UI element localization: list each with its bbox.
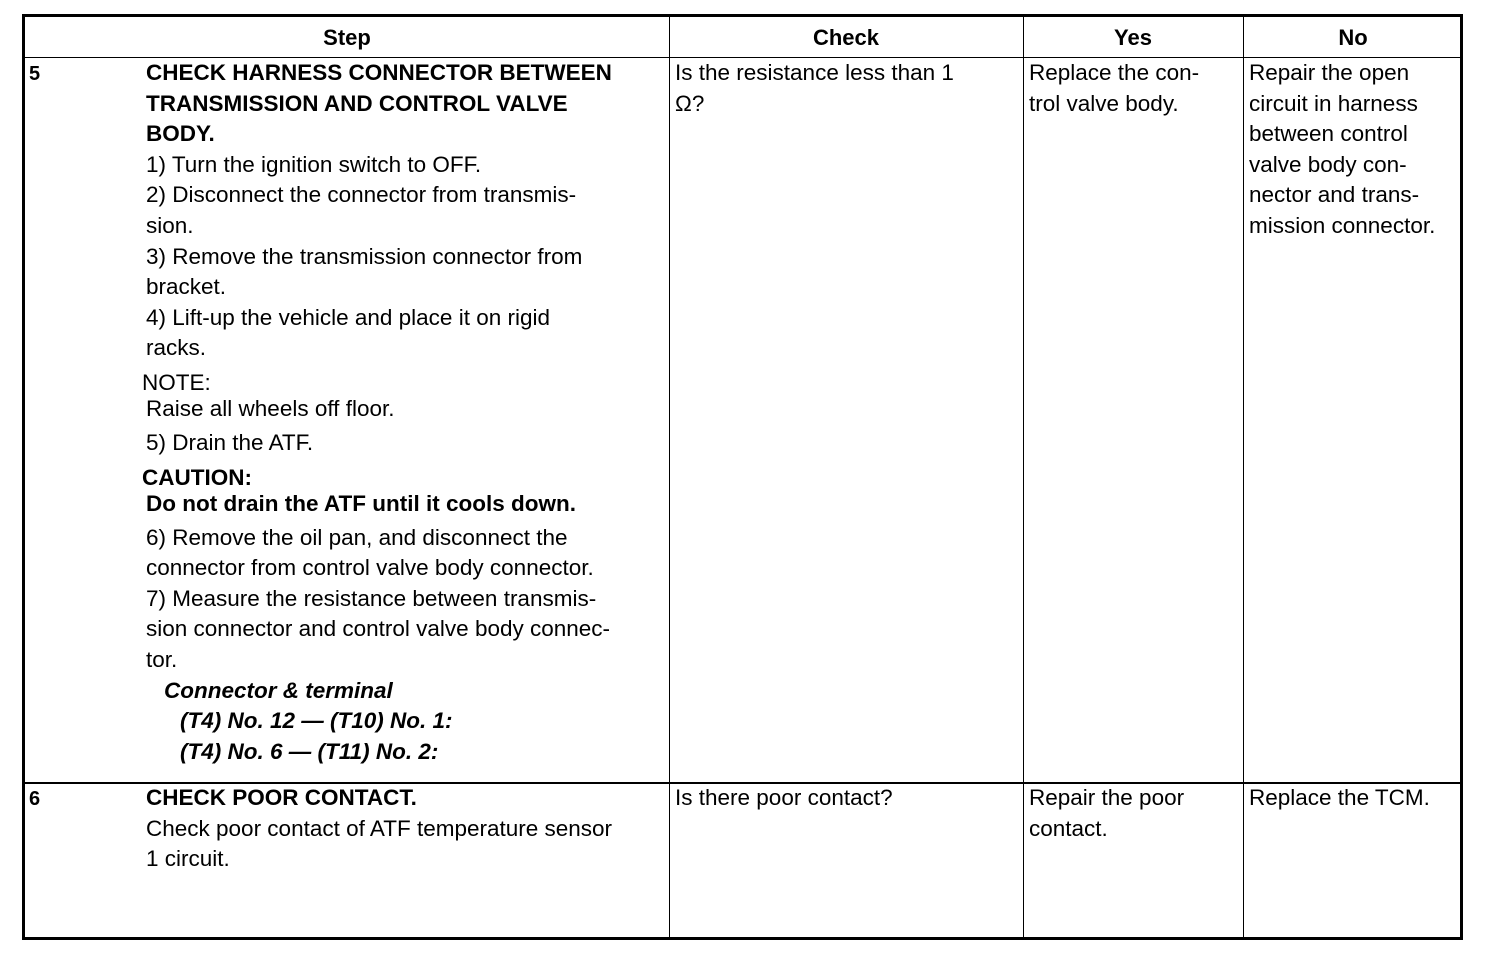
no-line: nector and trans- [1249, 182, 1420, 208]
step-title-line: TRANSMISSION AND CONTROL VALVE [146, 90, 568, 116]
no-line: circuit in harness [1249, 90, 1418, 116]
column-divider [1023, 17, 1024, 937]
header-check: Check [812, 25, 880, 50]
connector-title: Connector & terminal [164, 677, 393, 703]
header-yes: Yes [1114, 25, 1152, 50]
yes-line: Repair the poor [1029, 785, 1185, 810]
procedure-line: connector from control valve body connector. [146, 555, 594, 581]
check-line: Is there poor contact? [675, 785, 893, 810]
yes-cell [1029, 58, 1241, 119]
step-number: 6 [29, 788, 41, 810]
step-title-line: CHECK HARNESS CONNECTOR BETWEEN [146, 60, 612, 85]
procedure-line: racks. [146, 335, 207, 361]
procedure-line: sion connector and control valve body connec- [146, 616, 611, 642]
procedure-line: 5) Drain the ATF. [146, 429, 314, 455]
connector-terminal: (T4) No. 12 — (T10) No. 1: [180, 708, 453, 734]
no-cell [1249, 783, 1463, 814]
check-cell [675, 783, 1020, 814]
procedure-line: Check poor contact of ATF temperature sensor [146, 815, 613, 841]
procedure-line: 4) Lift-up the vehicle and place it on rigid [146, 304, 550, 330]
no-line: mission connector. [1249, 212, 1436, 238]
step-title-line: CHECK POOR CONTACT. [146, 785, 417, 810]
note-label: NOTE: [142, 369, 211, 395]
note-text: Raise all wheels off floor. [146, 395, 395, 421]
no-line: between control [1249, 121, 1408, 147]
no-line: Repair the open [1249, 60, 1410, 85]
column-divider [669, 17, 670, 937]
check-line: Ω? [675, 90, 705, 116]
caution-label: CAUTION: [142, 464, 252, 490]
yes-cell [1029, 783, 1241, 844]
procedure-line: 2) Disconnect the connector from transmis- [146, 182, 577, 208]
connector-terminal: (T4) No. 6 — (T11) No. 2: [180, 738, 439, 764]
check-cell [675, 58, 1020, 119]
check-line: Is the resistance less than 1 [675, 60, 954, 85]
step-number: 5 [29, 63, 41, 85]
caution-text: Do not drain the ATF until it cools down. [146, 490, 576, 516]
procedure-line: 1 circuit. [146, 846, 230, 872]
yes-line: Replace the con- [1029, 60, 1200, 85]
procedure-line: bracket. [146, 274, 227, 300]
procedure-line: 7) Measure the resistance between transmis- [146, 585, 597, 611]
yes-line: trol valve body. [1029, 90, 1179, 116]
procedure-line: sion. [146, 212, 194, 238]
step-title-line: BODY. [146, 121, 215, 147]
diagnostic-table [22, 14, 1463, 940]
yes-line: contact. [1029, 815, 1108, 841]
procedure-line: 1) Turn the ignition switch to OFF. [146, 151, 482, 177]
no-line: Replace the TCM. [1249, 785, 1430, 810]
no-line: valve body con- [1249, 151, 1407, 177]
column-divider [1243, 17, 1244, 937]
header-no: No [1338, 25, 1368, 50]
no-cell [1249, 58, 1463, 242]
procedure-line: tor. [146, 646, 178, 672]
header-step: Step [323, 25, 371, 50]
step-cell [142, 58, 666, 767]
procedure-line: 3) Remove the transmission connector from [146, 243, 583, 269]
step-cell [146, 783, 666, 875]
procedure-line: 6) Remove the oil pan, and disconnect the [146, 524, 568, 550]
